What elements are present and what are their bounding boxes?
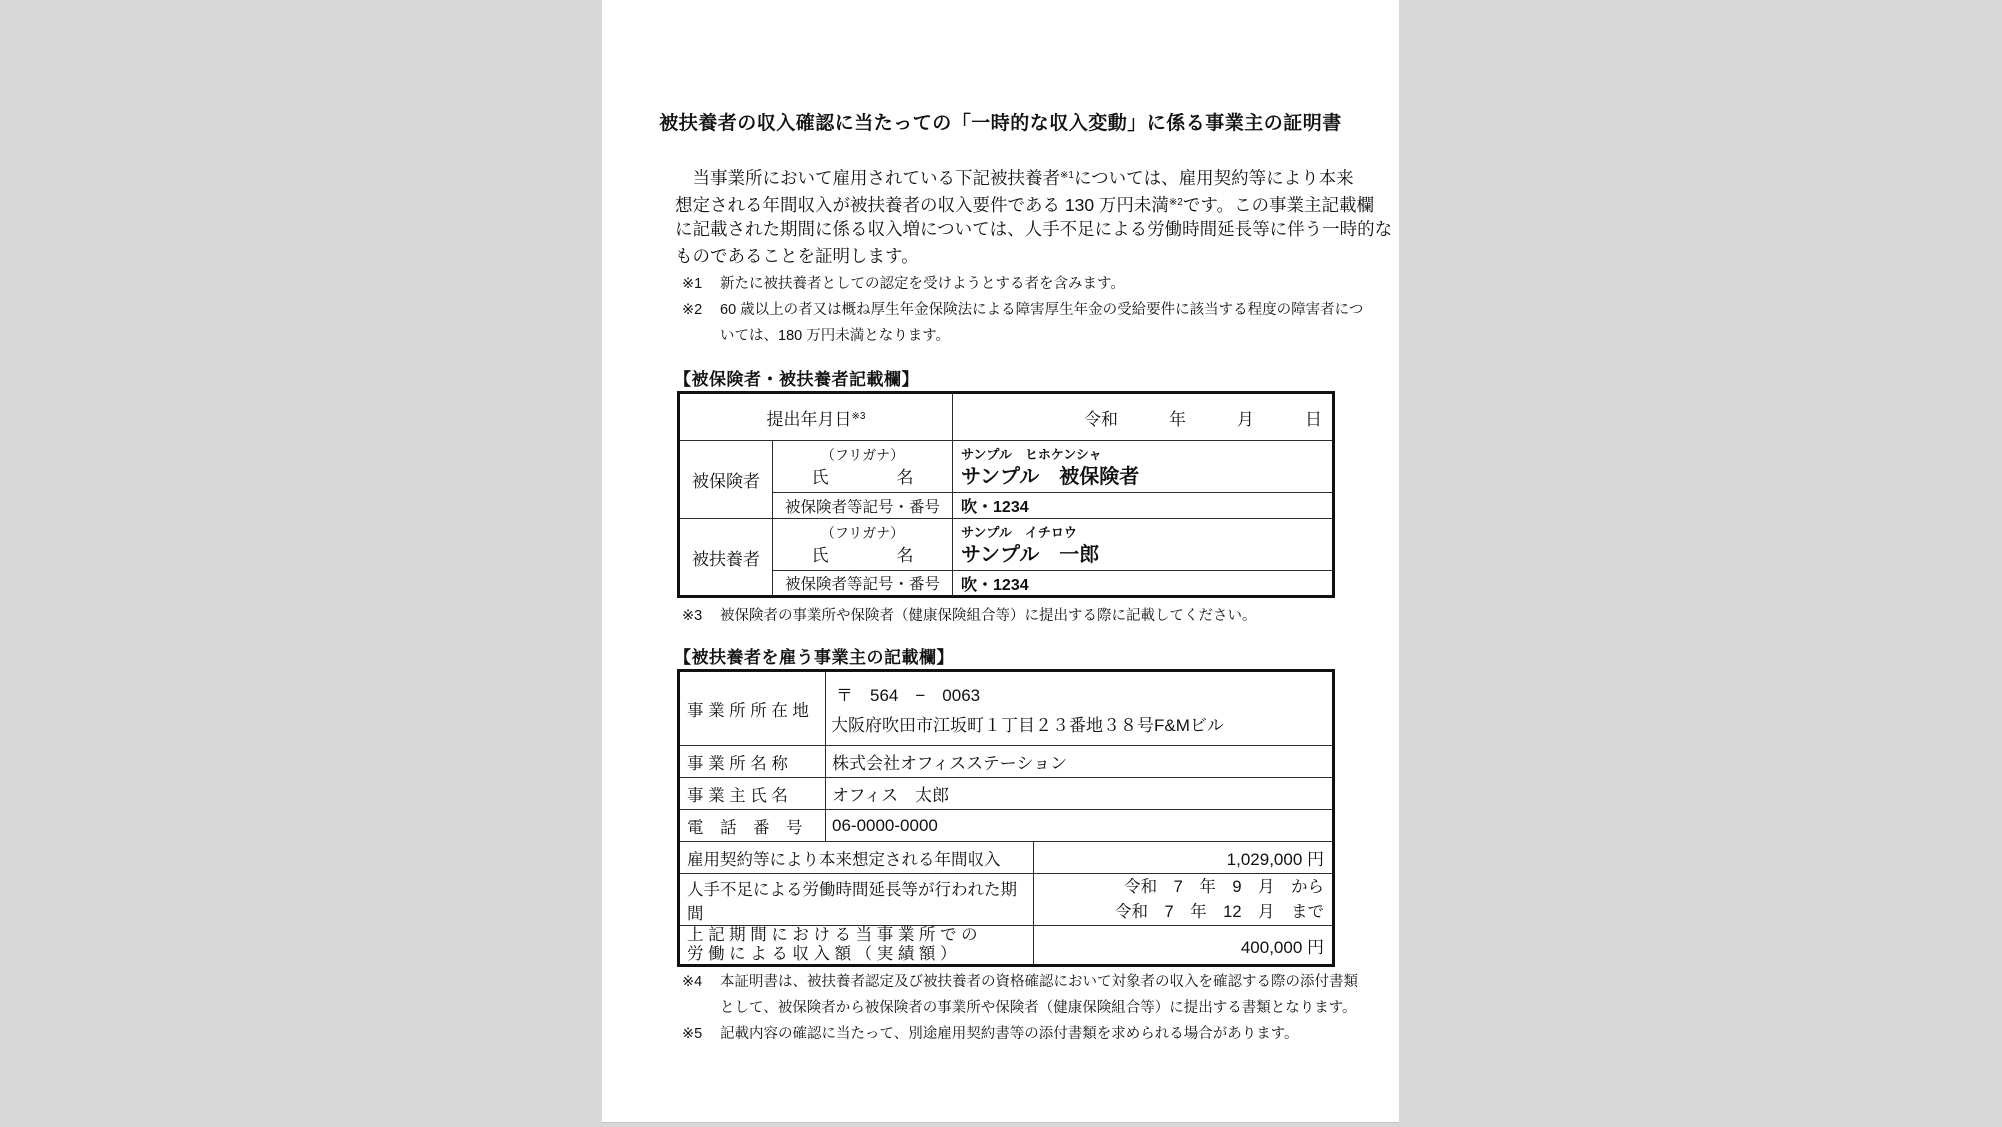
period-to: 令和 7 年 12 月 まで (1114, 902, 1325, 921)
footnote-3-row (682, 603, 1257, 629)
period-from: 令和 7 年 9 月 から (1124, 877, 1325, 896)
intro-line-2 (675, 189, 1392, 216)
overtime-period-value-cell (1034, 874, 1334, 926)
footnote-2-mark: ※2 (682, 302, 703, 318)
bottom-footnotes (682, 969, 1358, 1047)
table-row (679, 393, 1334, 441)
table-row (679, 926, 1334, 966)
footnote-2 (682, 297, 1363, 349)
table-row (679, 874, 1334, 926)
submission-date-value-cell: 令和 年 月 日 (953, 393, 1334, 441)
section-heading-insured: 【被保険者・被扶養者記載欄】 (674, 370, 919, 389)
document-title: 被扶養者の収入確認に当たっての「一時的な収入変動」に係る事業主の証明書 (659, 113, 1342, 134)
footnote-1 (682, 271, 1363, 297)
ref-mark-3: ※3 (851, 410, 866, 422)
table-row (679, 778, 1334, 810)
submission-date-label-cell (679, 393, 953, 441)
insured-name: サンプル 被保険者 (961, 466, 1140, 488)
footnote-2-line-1: 60 歳以上の者又は概ね厚生年金保険法による障害厚生年金の受給要件に該当する程度の障害者につ (720, 302, 1364, 318)
footnote-4 (682, 969, 1358, 1021)
table-row (679, 671, 1334, 746)
phone-value: 06-0000-0000 (826, 810, 1334, 842)
name-label: 氏 名 (811, 545, 914, 565)
footnote-2-line-2: いては、180 万円未満となります。 (720, 328, 951, 344)
insured-person-label: 被保険者 (679, 441, 773, 519)
footnote-1-text: 新たに被扶養者としての認定を受けようとする者を含みます。 (720, 276, 1125, 292)
dependent-name-label-cell (773, 519, 953, 571)
insured-number-label: 被保険者等記号・番号 (773, 493, 953, 519)
table-row (679, 519, 1334, 571)
insured-name-label-cell (773, 441, 953, 493)
intro-line-4: ものであることを証明します。 (675, 246, 919, 266)
expected-income-value: 1,029,000 円 (1034, 842, 1334, 874)
footnote-4-text (720, 969, 1358, 1021)
owner-name-value: オフィス 太郎 (826, 778, 1334, 810)
intro-text: 想定される年間収入が被扶養者の収入要件である 130 万円未満 (675, 195, 1169, 215)
street-address: 大阪府吹田市江坂町１丁目２３番地３８号F&Mビル (831, 715, 1224, 735)
section-heading-employer: 【被扶養者を雇う事業主の記載欄】 (674, 648, 954, 667)
table-row (679, 746, 1334, 778)
footnote-4-mark: ※4 (682, 974, 703, 990)
overtime-period-label: 人手不足による労働時間延長等が行われた期間 (679, 874, 1034, 926)
furigana-label: （フリガナ） (820, 446, 905, 463)
intro-line-1 (675, 162, 1392, 189)
footnote-4-line-2: として、被保険者から被保険者の事業所や保険者（健康保険組合等）に提出する書類となります。 (720, 1000, 1357, 1016)
footnote-2-text (720, 297, 1363, 349)
owner-name-label: 事 業 主 氏 名 (679, 778, 826, 810)
expected-income-label: 雇用契約等により本来想定される年間収入 (679, 842, 1034, 874)
table-row (679, 571, 1334, 597)
intro-text: 当事業所において雇用されている下記被扶養者 (675, 168, 1060, 188)
actual-income-value: 400,000 円 (1034, 926, 1334, 966)
actual-income-label-cell (679, 926, 1034, 966)
insured-name-value-cell (953, 441, 1334, 493)
ref-mark-2: ※2 (1168, 197, 1183, 208)
table-row (679, 493, 1334, 519)
footnote-5-text: 記載内容の確認に当たって、別途雇用契約書等の添付書類を求められる場合があります。 (720, 1026, 1299, 1042)
footnote-5-mark: ※5 (682, 1026, 703, 1042)
table-row (679, 842, 1334, 874)
footnote-1-mark: ※1 (682, 276, 703, 292)
name-label: 氏 名 (811, 467, 914, 487)
insured-number-value: 吹・1234 (953, 493, 1334, 519)
actual-income-label-line-2: 労 働 に よ る 収 入 額 （ 実 績 額 ） (687, 945, 957, 963)
document-page (602, 0, 1399, 1123)
footnote-5 (682, 1021, 1358, 1047)
footnote-3 (682, 603, 1257, 629)
postal-code: 〒 564 − 0063 (836, 685, 981, 705)
dependent-number-value: 吹・1234 (953, 571, 1334, 597)
footnote-3-mark: ※3 (682, 608, 703, 624)
table-row (679, 810, 1334, 842)
dependent-kana: サンプル イチロウ (961, 525, 1077, 540)
phone-label: 電 話 番 号 (679, 810, 826, 842)
intro-text: です。この事業主記載欄 (1182, 195, 1374, 215)
furigana-label: （フリガナ） (820, 524, 905, 541)
office-address-label: 事 業 所 所 在 地 (679, 671, 826, 746)
intro-text: については、雇用契約等により本来 (1073, 168, 1354, 188)
dependent-person-label: 被扶養者 (679, 519, 773, 597)
intro-paragraph (675, 162, 1392, 270)
table-row (679, 441, 1334, 493)
employer-table (677, 669, 1335, 967)
actual-income-label-line-1: 上 記 期 間 に お け る 当 事 業 所 で の (687, 926, 978, 944)
office-name-label: 事 業 所 名 称 (679, 746, 826, 778)
footnote-4-line-1: 本証明書は、被扶養者認定及び被扶養者の資格確認において対象者の収入を確認する際の添付書類 (720, 974, 1358, 990)
dependent-name: サンプル 一郎 (961, 544, 1100, 566)
footnote-3-text: 被保険者の事業所や保険者（健康保険組合等）に提出する際に記載してください。 (720, 608, 1257, 624)
dependent-number-label: 被保険者等記号・番号 (773, 571, 953, 597)
office-address-value-cell (826, 671, 1334, 746)
intro-line-3: に記載された期間に係る収入増については、人手不足による労働時間延長等に伴う一時的な (675, 219, 1393, 239)
ref-mark-1: ※1 (1060, 170, 1074, 181)
office-name-value: 株式会社オフィスステーション (826, 746, 1334, 778)
submission-date-label: 提出年月日 (766, 409, 852, 429)
insured-dependent-table (677, 391, 1335, 598)
top-footnotes (682, 271, 1363, 349)
dependent-name-value-cell (953, 519, 1334, 571)
insured-kana: サンプル ヒホケンシャ (961, 447, 1102, 462)
